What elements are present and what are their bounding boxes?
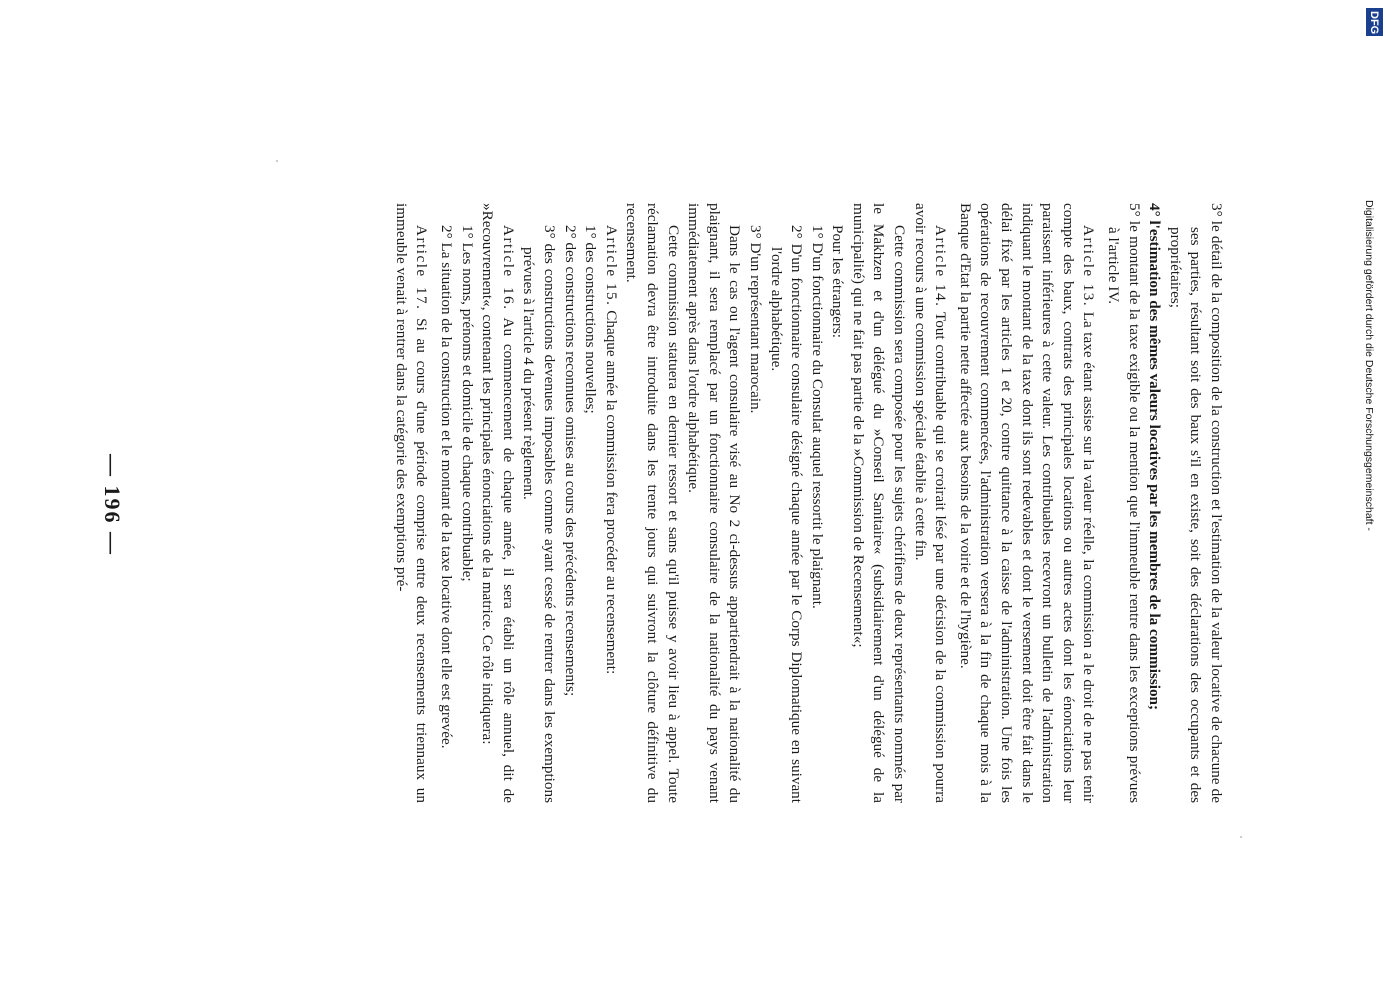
census-item-1: 1° des constructions nouvelles; xyxy=(582,225,600,414)
nationality-clause: Dans le cas ou l'agent consulaire visé au No 2 ci-dessus appartiendrait à la nationalité du plaignant, il sera remplacé par un fonctionnaire consulaire de la nationalité du pays venant immédiatement après dans l'ordre alphabétique. xyxy=(685,203,744,803)
article-14: Article 14. Tout contribuable qui se croirait lésé par une décision de la commission pourra avoir recours à une commission spéciale établie à cette fin. xyxy=(911,203,950,803)
article-17: Article 17. Si au cours d'une période comprise entre deux recensements triennaux un immeuble venait à rentrer dans la catégorie des exemptions pré- xyxy=(392,203,431,803)
commission-composition: Cette commission sera composée pour les sujets chérifiens de deux représentants nommés par le Makhzen et d'un délégué du »Conseil Sanitaire« (subsidiairement d'un délégué de la municipalité) qui ne fait pas partie de la »Commission de Recensement«; xyxy=(849,203,909,803)
scan-speck xyxy=(1240,836,1242,838)
article-16-heading: Article 16. xyxy=(499,225,517,311)
scan-speck xyxy=(276,160,278,162)
foreigners-item-2: 2° D'un fonctionnaire consulaire désigné chaque année par le Corps Diplomatique en suivant l'ordre alphabétique. xyxy=(767,225,806,803)
article-13-heading: Article 13. xyxy=(1080,225,1098,308)
article-14-heading: Article 14. xyxy=(932,225,950,308)
role-item-1: 1° Les noms, prénoms et domicile de chaque contribuable; xyxy=(458,225,476,582)
final-ruling-clause: Cette commission statuera en dernier ressort et sans qu'il puisse y avoir lieu à appel. Toute réclamation devra être introduite dans les trente jours qui suivront la clôture définitive du recensement. xyxy=(623,203,682,803)
foreigners-item-3: 3° D'un représentant marocain. xyxy=(746,225,764,414)
article-16: Article 16. Au commencement de chaque année, il sera établi un rôle annuel, dit de »Recouvrement«, contenant les principales énonciations de la matrice. Ce rôle indiquera: xyxy=(479,203,517,803)
article-15: Article 15. Chaque année la commission fera procéder au recensement: xyxy=(602,225,620,675)
article-13: Article 13. La taxe étant assise sur la valeur réelle, la commission a le droit de ne pas tenir compte des baux, contrats des principales locations ou autres actes dont les énonciations leur paraissent inférieures à cette valeur. Les contribuables recevront un bulletin de l'administration indiquant le montant de la taxe dont ils sont redevables et dont le versement doit être fait dans le délai fixé par les articles 1 et 20, contre quittance à la caisse de l'administration. Une fois les opérations de recouvrement commencées, l'administration versera à la fin de chaque mois à la Banque d'Etat la partie nette affectée aux besoins de la voirie et de l'hygiène. xyxy=(956,203,1098,803)
item-3: 3° le détail de la composition de la construction et l'estimation de la valeur locative de chacune de ses parties, résultant soit des baux s'il en existe, soit des déclarations des occupants et des propriétaires; xyxy=(1166,203,1225,803)
census-item-3: 3° des constructions devenues imposables comme ayant cessé de rentrer dans les exemptions prévues à l'article 4 du présent règlement. xyxy=(520,225,558,803)
role-item-2: 2° La situation de la construction et le montant de la taxe locative dont elle est grevée. xyxy=(438,225,456,749)
rotated-page-frame xyxy=(146,203,1226,803)
document-body xyxy=(146,203,1226,803)
foreigners-intro: Pour les étrangers: xyxy=(829,225,847,339)
article-15-heading: Article 15. xyxy=(602,225,620,307)
item-4: 4° l'estimation des mêmes valeurs locatives par les membres de la commission; xyxy=(1146,203,1164,711)
dfg-logo: DFG xyxy=(1366,8,1383,36)
article-17-heading: Article 17. xyxy=(413,225,431,311)
census-item-2: 2° des constructions reconnues omises au cours des précédents recensements; xyxy=(561,225,579,697)
foreigners-item-1: 1° D'un fonctionnaire du Consulat auquel ressortit le plaignant. xyxy=(808,225,826,609)
item-5: 5° le montant de la taxe exigible ou la mention que l'immeuble rentre dans les exceptions prévues à l'article IV. xyxy=(1105,203,1143,803)
